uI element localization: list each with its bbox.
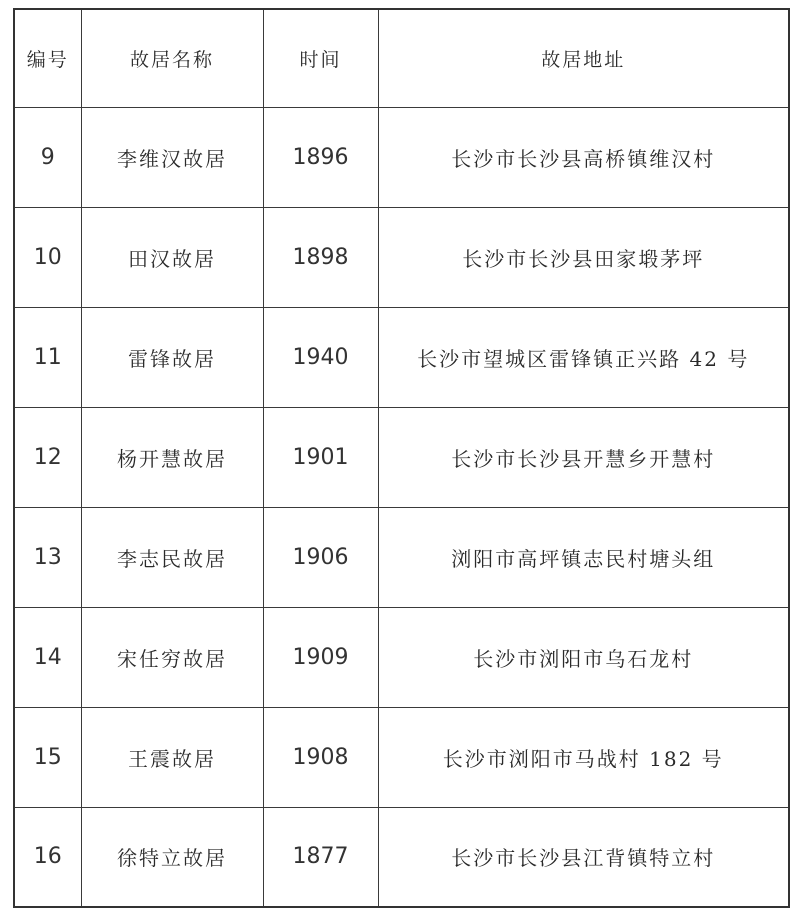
table-row: [14, 807, 789, 907]
cell-time: 1877: [263, 807, 378, 907]
header-number: 编号: [14, 9, 81, 107]
cell-time: 1896: [263, 107, 378, 207]
cell-name: 徐特立故居: [81, 807, 263, 907]
cell-number: 9: [14, 107, 81, 207]
former-residences-table-container: [13, 8, 788, 908]
cell-number: 12: [14, 407, 81, 507]
cell-number: 10: [14, 207, 81, 307]
cell-time: 1940: [263, 307, 378, 407]
table-row: [14, 507, 789, 607]
table-body: [14, 107, 789, 907]
header-time: 时间: [263, 9, 378, 107]
cell-name: 杨开慧故居: [81, 407, 263, 507]
cell-time: 1906: [263, 507, 378, 607]
cell-name: 李志民故居: [81, 507, 263, 607]
cell-name: 王震故居: [81, 707, 263, 807]
table-row: [14, 207, 789, 307]
table-row: [14, 307, 789, 407]
cell-name: 雷锋故居: [81, 307, 263, 407]
table-row: [14, 407, 789, 507]
cell-address: 长沙市长沙县田家塅茅坪: [378, 207, 789, 307]
header-name: 故居名称: [81, 9, 263, 107]
cell-time: 1901: [263, 407, 378, 507]
table-header: [14, 9, 789, 107]
cell-name: 宋任穷故居: [81, 607, 263, 707]
cell-address: 长沙市长沙县江背镇特立村: [378, 807, 789, 907]
table-row: [14, 607, 789, 707]
cell-number: 15: [14, 707, 81, 807]
cell-address: 长沙市浏阳市马战村 182 号: [378, 707, 789, 807]
cell-address: 长沙市长沙县高桥镇维汉村: [378, 107, 789, 207]
cell-time: 1908: [263, 707, 378, 807]
cell-name: 田汉故居: [81, 207, 263, 307]
table-row: [14, 707, 789, 807]
table-row: [14, 107, 789, 207]
former-residences-table: [13, 8, 790, 908]
cell-number: 14: [14, 607, 81, 707]
cell-time: 1898: [263, 207, 378, 307]
cell-address: 长沙市望城区雷锋镇正兴路 42 号: [378, 307, 789, 407]
header-row: [14, 9, 789, 107]
cell-name: 李维汉故居: [81, 107, 263, 207]
cell-address: 长沙市长沙县开慧乡开慧村: [378, 407, 789, 507]
cell-number: 13: [14, 507, 81, 607]
cell-number: 11: [14, 307, 81, 407]
cell-number: 16: [14, 807, 81, 907]
cell-time: 1909: [263, 607, 378, 707]
cell-address: 浏阳市高坪镇志民村塘头组: [378, 507, 789, 607]
header-address: 故居地址: [378, 9, 789, 107]
cell-address: 长沙市浏阳市乌石龙村: [378, 607, 789, 707]
